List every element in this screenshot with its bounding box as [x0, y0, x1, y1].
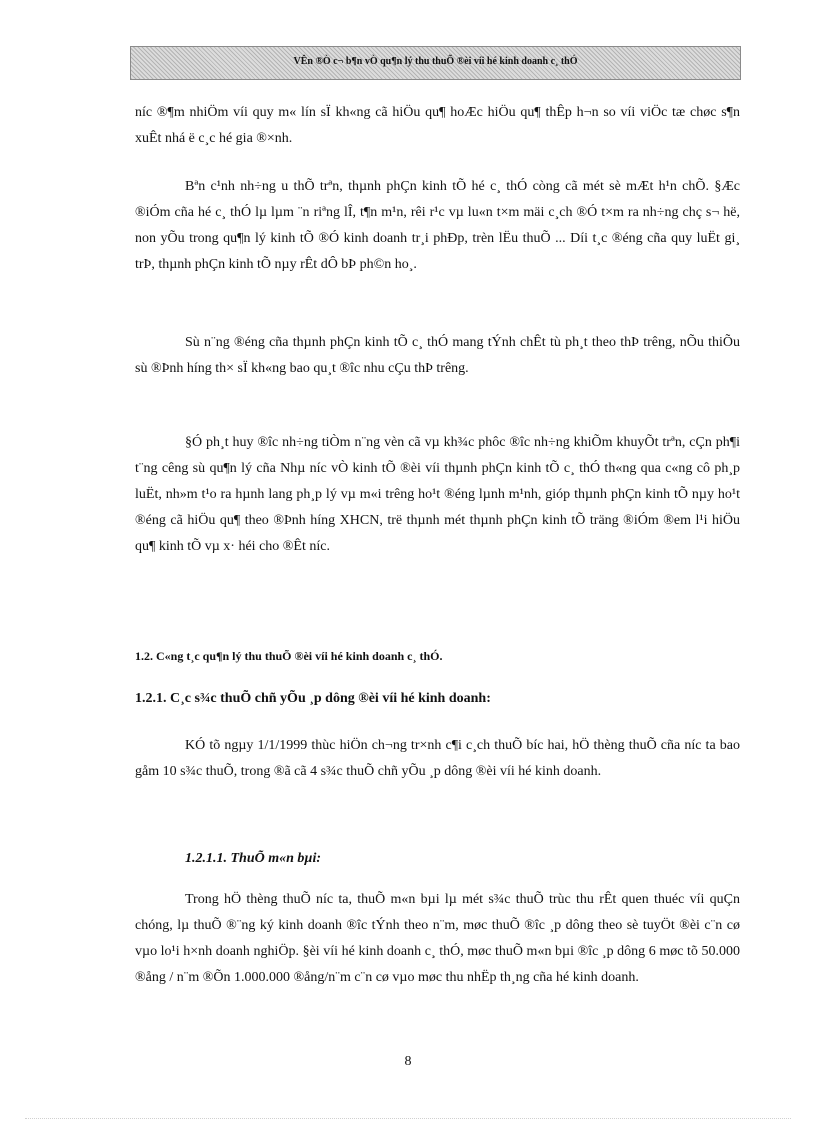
paragraph-1: [135, 100, 740, 152]
paragraph-6: [135, 887, 740, 991]
section-heading-1-2: 1.2. C«ng t¸c qu¶n lý thu thuÕ ®èi víi hé kinh doanh c¸ thÓ.: [135, 649, 443, 663]
section-heading-1-2-1: 1.2.1. C¸c s¾c thuÕ chñ yÕu ¸p dông ®èi víi hé kinh doanh:: [135, 691, 491, 706]
paragraph-5: [135, 733, 740, 785]
paragraph-6-text: Trong hÖ thèng thuÕ níc ta, thuÕ m«n bµi lµ mét s¾c thuÕ trùc thu rÊt quen thuéc víi quÇn chóng, lµ thuÕ ®¨ng ký kinh doanh ®îc tÝnh theo n¨m, møc thuÕ ®îc ¸p dông theo sè tuyÖt ®èi c¨n cø vµo lo¹i h×nh doanh nghiÖp. §èi víi hé kinh doanh c¸ thÓ, møc thuÕ m«n bµi ®îc ¸p dông 6 møc tõ 50.000 ®ång / n¨m ®Õn 1.000.000 ®ång/n¨m c¨n cø vµo møc thu nhËp th¸ng cña hé kinh doanh.: [135, 892, 740, 985]
running-header-title: VÊn ®Ò c¬ b¶n vÒ qu¶n lý thu thuÕ ®èi víi hé kinh doanh c¸ thÓ: [293, 56, 578, 67]
paragraph-4: [135, 430, 740, 560]
running-header: [130, 46, 741, 80]
section-heading-1-2-1-1: 1.2.1.1. ThuÕ m«n bµi:: [185, 851, 322, 866]
paragraph-2: [135, 174, 740, 278]
paragraph-4-text: §Ó ph¸t huy ®îc nh÷ng tiÒm n¨ng vèn cã vµ kh¾c phôc ®îc nh÷ng khiÕm khuyÕt trªn, cÇn ph¶i t¨ng cêng sù qu¶n lý cña Nhµ níc vÒ kinh tÕ ®èi víi thµnh phÇn kinh tÕ c¸ thÓ th«ng qua c«ng cô ph¸p luËt, nh»m t¹o ra hµnh lang ph¸p lý vµ m«i trêng ho¹t ®éng lµnh m¹nh, gióp thµnh phÇn kinh tÕ nµy ho¹t ®éng cã hiÖu qu¶ theo ®Þnh híng XHCN, trë thµnh mét thµnh phÇn kinh tÕ träng ®iÓm ®em l¹i hiÖu qu¶ kinh tÕ vµ x· héi cho ®Êt níc.: [135, 435, 740, 554]
page-number: 8: [404, 1054, 412, 1069]
paragraph-3-text: Sù n¨ng ®éng cña thµnh phÇn kinh tÕ c¸ thÓ mang tÝnh chÊt tù ph¸t theo thÞ trêng, nÕu thiÕu sù ®Þnh híng th× sÏ kh«ng bao qu¸t ®îc nhu cÇu thÞ trêng.: [135, 335, 740, 376]
paragraph-2-text: Bªn c¹nh nh÷ng u thÕ trªn, thµnh phÇn kinh tÕ hé c¸ thÓ còng cã mét sè mÆt h¹n chÕ. §Æc ®iÓm cña hé c¸ thÓ lµ lµm ¨n riªng lÎ, t¶n m¹n, rêi r¹c vµ lu«n t×m mäi c¸ch ®Ó t×m ra nh÷ng chç s¬ hë, non yÕu trong qu¶n lý kinh tÕ ®Ó kinh doanh tr¸i phÐp, trèn lËu thuÕ ... Díi t¸c ®éng cña quy luËt gi¸ trÞ, thµnh phÇn kinh tÕ nµy rÊt dÔ bÞ ph©n ho¸.: [135, 179, 740, 272]
paragraph-5-text: KÓ tõ ngµy 1/1/1999 thùc hiÖn ch¬ng tr×nh c¶i c¸ch thuÕ bíc hai, hÖ thèng thuÕ cña níc ta bao gåm 10 s¾c thuÕ, trong ®ã cã 4 s¾c thuÕ chñ yÕu ¸p dông ®èi víi hé kinh doanh.: [135, 738, 740, 779]
page-bottom-divider: [25, 1118, 791, 1119]
paragraph-3: [135, 330, 740, 382]
paragraph-1-text: níc ®¶m nhiÖm víi quy m« lín sÏ kh«ng cã hiÖu qu¶ hoÆc hiÖu qu¶ thÊp h¬n so víi viÖc tæ chøc s¶n xuÊt nhá ë c¸c hé gia ®×nh.: [135, 105, 740, 146]
